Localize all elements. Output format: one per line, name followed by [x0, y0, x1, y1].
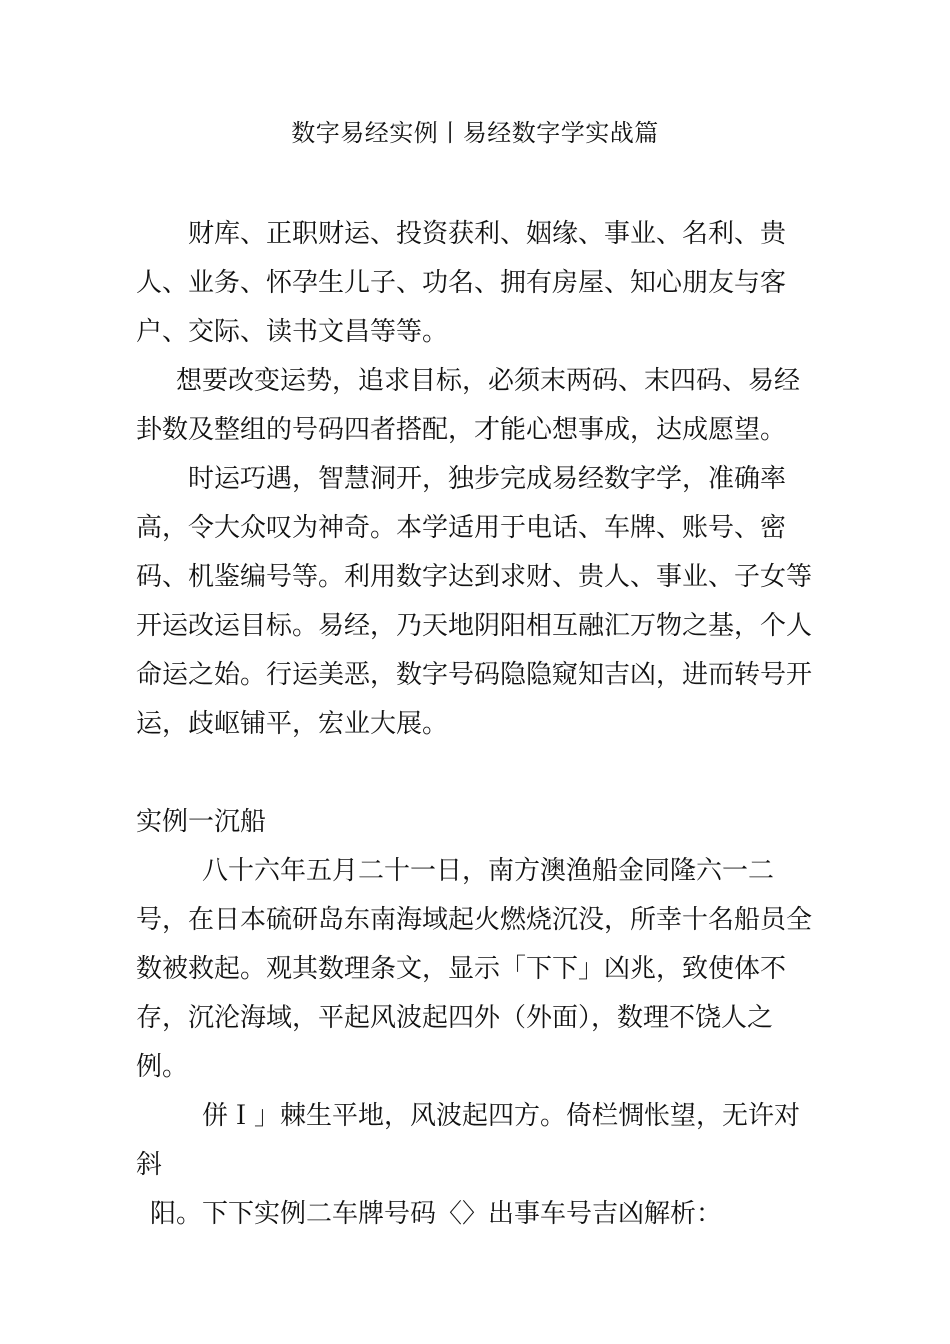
paragraph-3: 时运巧遇，智慧洞开，独步完成易经数字学，准确率高，令大众叹为神奇。本学适用于电话、车牌、账号、密码、机鉴编号等。利用数字达到求财、贵人、事业、子女等开运改运目标。易经，乃天地阴阳相互融汇万物之基，个人命运之始。行运美恶，数字号码隐隐窥知吉凶，进而转号开运，歧岖铺平，宏业大展。 — [136, 464, 813, 739]
document-body — [136, 210, 818, 1239]
section-heading: 实例一沉船 — [136, 807, 267, 837]
section-paragraph-1: 八十六年五月二十一日，南方澳渔船金同隆六一二号，在日本硫研岛东南海域起火燃烧沉没，所幸十名船员全数被救起。观其数理条文，显示「下下」凶兆，致使体不存，沉沦海域，平起风波起四外（外面），数理不饶人之例。 — [136, 856, 813, 1082]
paragraph-1: 财库、正职财运、投资获利、姻缘、事业、名利、贵人、业务、怀孕生儿子、功名、拥有房屋、知心朋友与客户、交际、读书文昌等等。 — [136, 219, 787, 347]
section-last-line: 阳。下下实例二车牌号码〈〉出事车号吉凶解析： — [150, 1199, 723, 1229]
section-paragraph-2: 併Ｉ」棘生平地，风波起四方。倚栏惆怅望，无许对斜 — [136, 1101, 801, 1180]
paragraph-2: 想要改变运势，追求目标，必须末两码、末四码、易经卦数及整组的号码四者搭配，才能心想事成，达成愿望。 — [136, 366, 801, 445]
page-title: 数字易经实例丨易经数字学实战篇 — [291, 119, 659, 147]
